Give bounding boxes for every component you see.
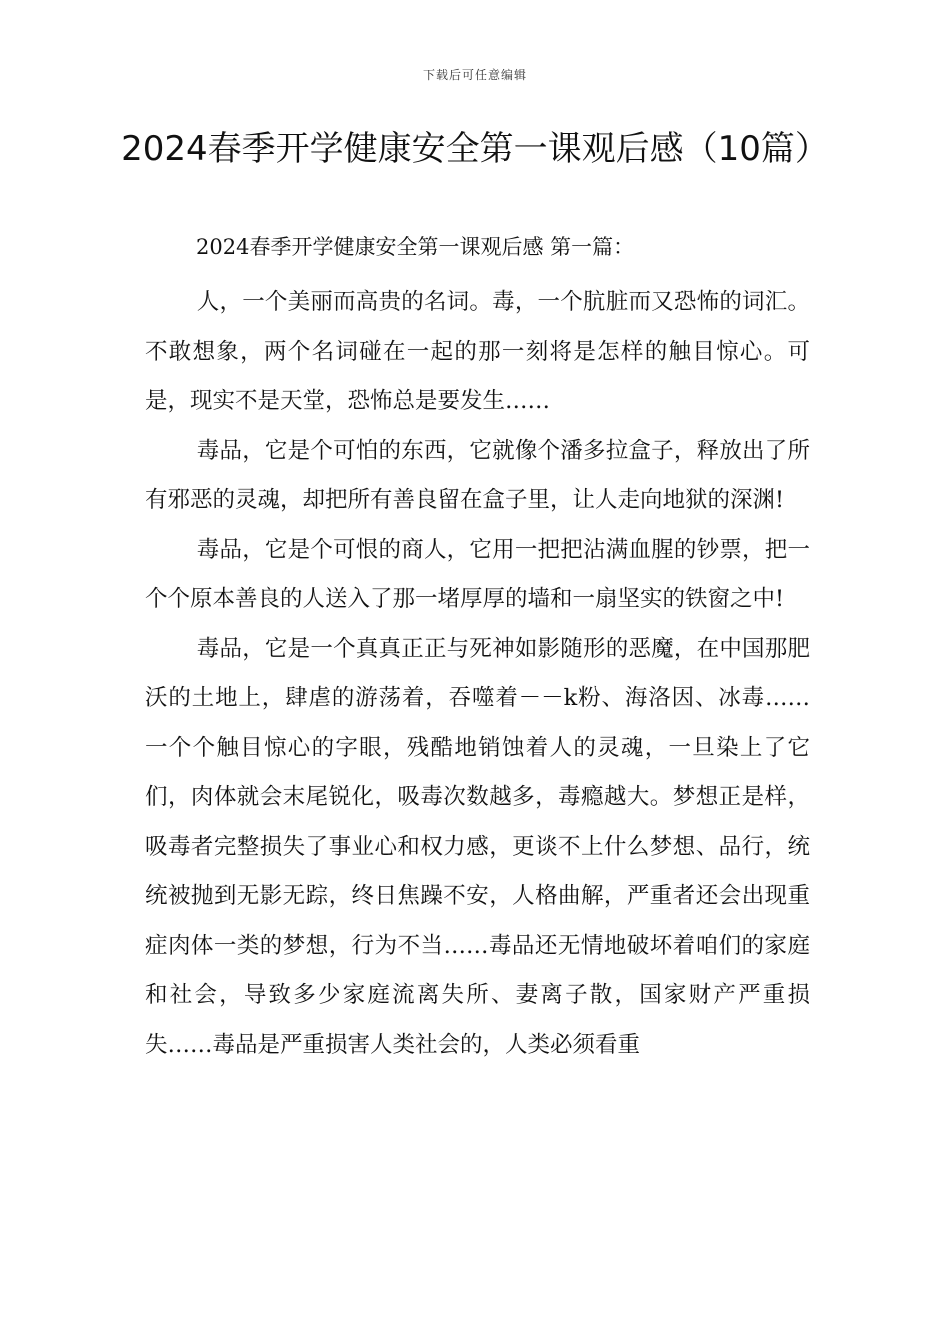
paragraph: 人，一个美丽而高贵的名词。毒，一个肮脏而又恐怖的词汇。不敢想象，两个名词碰在一起的那一刻将是怎样的触目惊心。可是，现实不是天堂，恐怖总是要发生…… bbox=[145, 289, 810, 414]
document-body bbox=[145, 278, 810, 1070]
section-subtitle: 2024春季开学健康安全第一课观后感 第一篇： bbox=[196, 235, 635, 259]
paragraph: 毒品，它是一个真真正正与死神如影随形的恶魔，在中国那肥沃的土地上，肆虐的游荡着，吞噬着－－k粉、海洛因、冰毒……一个个触目惊心的字眼，残酷地销蚀着人的灵魂，一旦染上了它们，肉体就会末尾锐化，吸毒次数越多，毒瘾越大。梦想正是样，吸毒者完整损失了事业心和权力感，更谈不上什么梦想、品行，统统被抛到无影无踪，终日焦躁不安，人格曲解，严重者还会出现重症肉体一类的梦想，行为不当……毒品还无情地破坏着咱们的家庭和社会，导致多少家庭流离失所、妻离子散，国家财产严重损失……毒品是严重损害人类社会的，人类必须看重 bbox=[145, 635, 810, 1058]
paragraph: 毒品，它是个可恨的商人，它用一把把沾满血腥的钞票，把一个个原本善良的人送入了那一堵厚厚的墙和一扇坚实的铁窗之中! bbox=[145, 536, 810, 612]
paragraph: 毒品，它是个可怕的东西，它就像个潘多拉盒子，释放出了所有邪恶的灵魂，却把所有善良留在盒子里，让人走向地狱的深渊! bbox=[145, 437, 810, 513]
document-title: 2024春季开学健康安全第一课观后感（10篇） bbox=[121, 129, 829, 169]
page-header-note: 下载后可任意编辑 bbox=[422, 68, 527, 82]
